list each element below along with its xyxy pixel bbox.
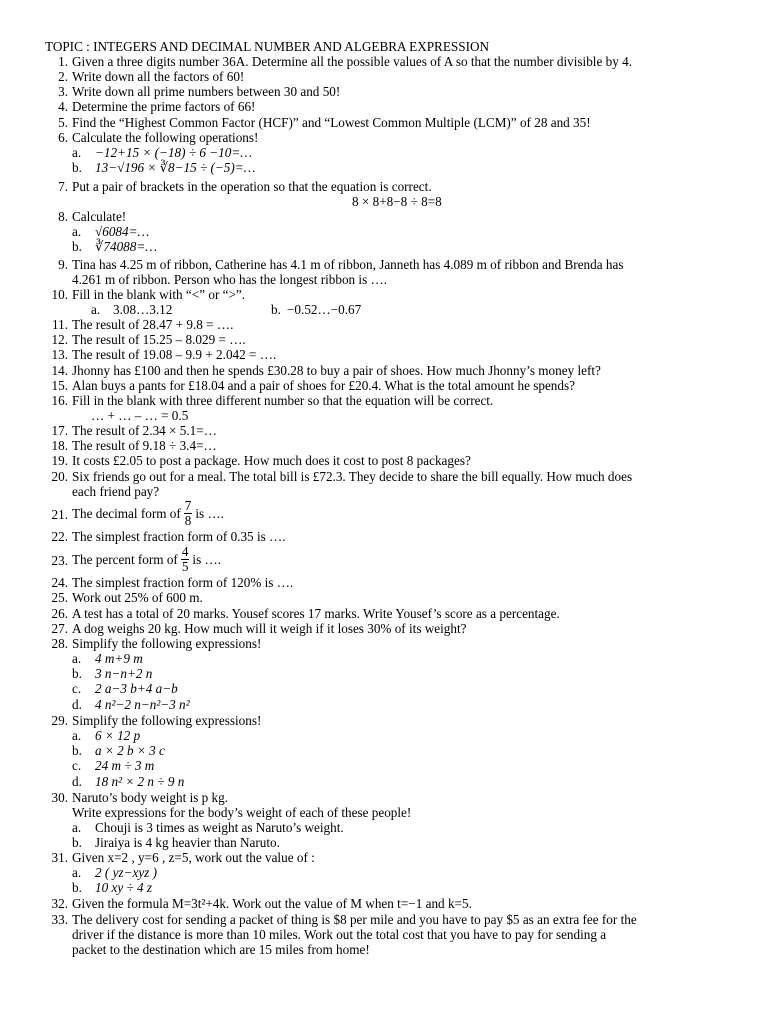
question-number: 22. — [51, 529, 68, 544]
q28-subitem-text: 4 m+9 m — [95, 651, 143, 666]
question-number: 11. — [52, 317, 68, 332]
q30-subitem-label: a. — [72, 820, 82, 835]
q29-subitem-text: 24 m ÷ 3 m — [95, 758, 155, 774]
question-number: 26. — [51, 606, 68, 621]
question-text: Calculate the following operations! — [72, 130, 259, 145]
question-number: 33. — [51, 912, 68, 927]
q31-subitem-text: 10 xy ÷ 4 z — [95, 880, 153, 896]
question-number: 7. — [58, 179, 68, 194]
question-text: The result of 9.18 ÷ 3.4=… — [72, 438, 217, 453]
question-text-with-fraction — [72, 545, 221, 574]
q28-subitem-text: 2 a−3 b+4 a−b — [95, 681, 178, 697]
q28-subitem-label: a. — [72, 651, 82, 666]
q28-subitem-text: 3 n−n+2 n — [95, 666, 153, 682]
q6-subitem-text: −12+15 × (−18) ÷ 6 −10=… — [95, 145, 252, 160]
question-number: 30. — [51, 790, 68, 805]
question-text: Find the “Highest Common Factor (HCF)” and “Lowest Common Multiple (LCM)” of 28 and 35! — [72, 115, 591, 130]
question-number: 21. — [51, 507, 68, 522]
question-number: 28. — [51, 636, 68, 651]
question-text: Write down all the factors of 60! — [72, 69, 245, 84]
question-text: Alan buys a pants for £18.04 and a pair of shoes for £20.4. What is the total amount he spends? — [72, 378, 575, 393]
q8-subitem-text: ∛74088=… — [95, 239, 157, 255]
question-text: Calculate! — [72, 209, 127, 224]
fraction-numerator: 7 — [184, 498, 192, 513]
question-text-with-fraction — [72, 499, 224, 528]
q29-subitem-text: 6 × 12 p — [95, 728, 141, 743]
question-number: 23. — [51, 553, 68, 568]
q6-subitem-label: b. — [72, 160, 82, 176]
q29-subitem-label: c. — [72, 758, 82, 774]
question-number: 29. — [51, 713, 68, 728]
question-text: Write expressions for the body’s weight of each of these people! — [72, 805, 412, 821]
question-number: 15. — [51, 378, 68, 393]
q30-subitem-text: Jiraiya is 4 kg heavier than Naruto. — [95, 835, 280, 851]
question-number: 27. — [51, 621, 68, 636]
question-text: The simplest fraction form of 0.35 is …. — [72, 529, 286, 544]
question-text: A dog weighs 20 kg. How much will it weigh if it loses 30% of its weight? — [72, 621, 467, 636]
question-number: 32. — [51, 896, 68, 911]
q28-subitem-label: c. — [72, 681, 82, 697]
fraction — [184, 499, 193, 528]
fraction-denominator: 5 — [181, 559, 189, 574]
q31-subitem-text: 2 ( yz−xyz ) — [95, 865, 157, 880]
q28-subitem-text: 4 n²−2 n−n²−3 n² — [95, 696, 190, 712]
question-number: 31. — [51, 850, 68, 865]
question-text: Jhonny has £100 and then he spends £30.28 to buy a pair of shoes. How much Jhonny’s money left? — [72, 363, 601, 378]
question-number: 14. — [51, 363, 68, 378]
q28-subitem-label: d. — [72, 696, 82, 712]
question-text: Determine the prime factors of 66! — [72, 99, 256, 114]
question-number: 1. — [58, 54, 68, 69]
q16-equation: … + … – … = 0.5 — [91, 408, 189, 423]
q6-subitem-label: a. — [72, 145, 82, 160]
question-text: Given a three digits number 36A. Determine all the possible values of A so that the number divisible by 4. — [72, 54, 632, 69]
q30-subitem-label: b. — [72, 835, 82, 851]
question-number: 8. — [58, 209, 68, 224]
question-number: 2. — [58, 69, 68, 84]
question-text: Simplify the following expressions! — [72, 713, 262, 728]
question-text: It costs £2.05 to post a package. How much does it cost to post 8 packages? — [72, 453, 471, 468]
question-number: 18. — [51, 438, 68, 453]
question-number: 9. — [58, 257, 68, 272]
q29-subitem-label: b. — [72, 743, 82, 759]
question-number: 10. — [51, 287, 68, 302]
question-number: 13. — [51, 347, 68, 362]
q10-subitem-text: 3.08…3.12 — [113, 302, 173, 317]
fraction — [181, 545, 190, 574]
q8-subitem-label: a. — [72, 224, 82, 239]
question-text: Work out 25% of 600 m. — [72, 590, 203, 605]
question-text: The delivery cost for sending a packet of thing is $8 per mile and you have to pay $5 as an extra fee for the — [72, 912, 637, 927]
question-text: The result of 28.47 + 9.8 = …. — [72, 317, 234, 332]
fraction-denominator: 8 — [184, 513, 192, 528]
q10-subitem-label: b. — [271, 302, 281, 317]
q29-subitem-label: a. — [72, 728, 82, 743]
question-text: packet to the destination which are 15 miles from home! — [72, 942, 370, 958]
question-number: 6. — [58, 130, 68, 145]
question-number: 17. — [51, 423, 68, 438]
fraction-lead-text: The decimal form of — [72, 505, 181, 521]
question-text: Naruto’s body weight is p kg. — [72, 790, 229, 805]
q31-subitem-label: b. — [72, 880, 82, 896]
question-text: Given the formula M=3t²+4k. Work out the value of M when t=−1 and k=5. — [72, 896, 472, 911]
question-text: driver if the distance is more than 10 miles. Work out the total cost that you have to pay for sending a — [72, 927, 607, 943]
q28-subitem-label: b. — [72, 666, 82, 682]
question-text: Tina has 4.25 m of ribbon, Catherine has 4.1 m of ribbon, Janneth has 4.089 m of ribbon and Brenda has — [72, 257, 624, 272]
fraction-numerator: 4 — [181, 544, 189, 559]
question-text: Given x=2 , y=6 , z=5, work out the value of : — [72, 850, 315, 865]
question-number: 16. — [51, 393, 68, 408]
q6-subitem-text: 13−√196 × ∛8−15 ÷ (−5)=… — [95, 160, 256, 176]
topic-heading: TOPIC : INTEGERS AND DECIMAL NUMBER AND ALGEBRA EXPRESSION — [45, 39, 490, 54]
question-text: The result of 19.08 – 9.9 + 2.042 = …. — [72, 347, 277, 362]
question-text: The result of 15.25 – 8.029 = …. — [72, 332, 246, 347]
question-text: each friend pay? — [72, 484, 160, 500]
question-text: Fill in the blank with “<” or “>”. — [72, 287, 246, 302]
question-number: 4. — [58, 99, 68, 114]
question-number: 12. — [51, 332, 68, 347]
q31-subitem-label: a. — [72, 865, 82, 880]
q10-subitem-text: −0.52…−0.67 — [287, 302, 362, 317]
question-number: 3. — [58, 84, 68, 99]
question-text: Fill in the blank with three different number so that the equation will be correct. — [72, 393, 494, 408]
question-text: 4.261 m of ribbon. Person who has the longest ribbon is …. — [72, 272, 388, 288]
q7-equation: 8 × 8+8−8 ÷ 8=8 — [352, 194, 442, 209]
question-number: 24. — [51, 575, 68, 590]
fraction-lead-text: The percent form of — [72, 551, 178, 567]
question-text: The simplest fraction form of 120% is …. — [72, 575, 294, 590]
question-text: Write down all prime numbers between 30 and 50! — [72, 84, 341, 99]
question-text: Put a pair of brackets in the operation so that the equation is correct. — [72, 179, 432, 194]
question-number: 20. — [51, 469, 68, 484]
question-number: 5. — [58, 115, 68, 130]
q8-subitem-label: b. — [72, 239, 82, 255]
question-number: 25. — [51, 590, 68, 605]
question-text: The result of 2.34 × 5.1=… — [72, 423, 217, 438]
question-text: Six friends go out for a meal. The total bill is £72.3. They decide to share the bill equally. How much does — [72, 469, 633, 484]
q29-subitem-label: d. — [72, 773, 82, 789]
fraction-trail-text: is …. — [195, 505, 224, 521]
question-text: A test has a total of 20 marks. Yousef scores 17 marks. Write Yousef’s score as a percentage. — [72, 606, 560, 621]
q10-subitem-label: a. — [91, 302, 101, 317]
question-text: Simplify the following expressions! — [72, 636, 262, 651]
fraction-trail-text: is …. — [192, 551, 221, 567]
question-number: 19. — [51, 453, 68, 468]
q29-subitem-text: a × 2 b × 3 c — [95, 743, 165, 759]
q30-subitem-text: Chouji is 3 times as weight as Naruto’s weight. — [95, 820, 344, 835]
q29-subitem-text: 18 n² × 2 n ÷ 9 n — [95, 773, 185, 789]
q8-subitem-text: √6084=… — [95, 224, 150, 239]
